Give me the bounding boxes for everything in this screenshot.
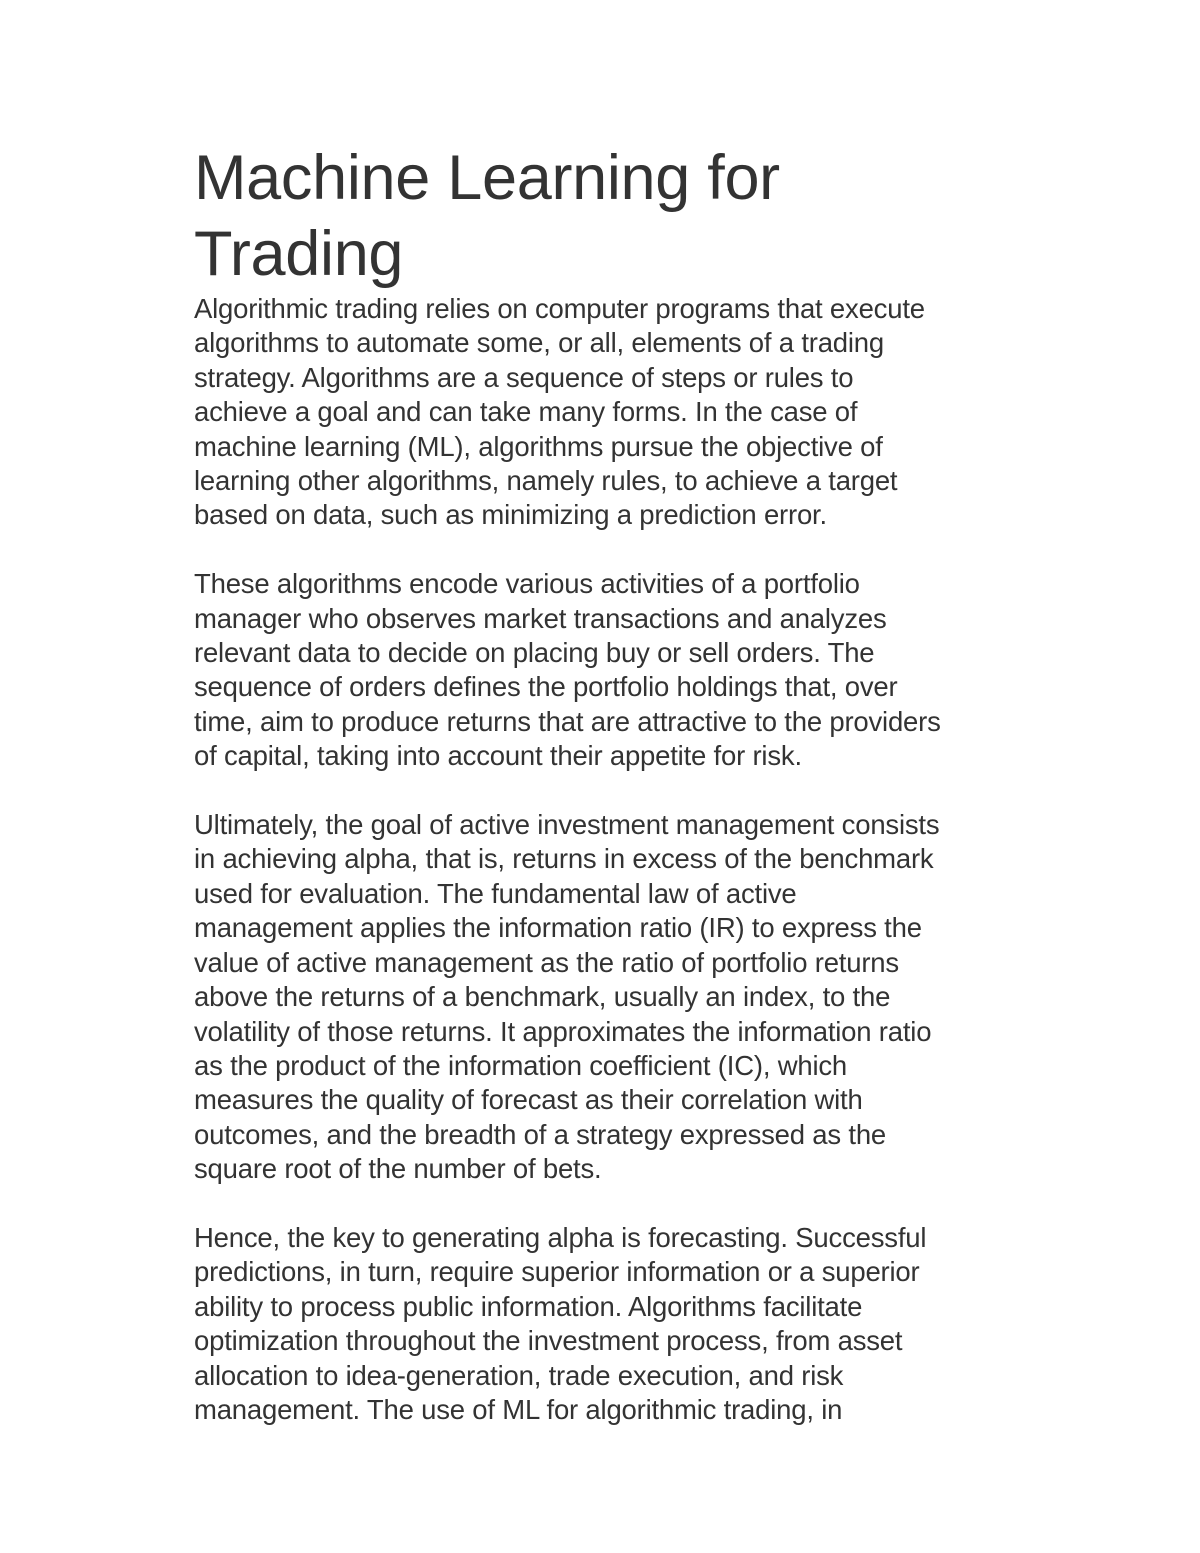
paragraph — [194, 292, 1004, 533]
text-line: Algorithmic trading relies on computer programs that execute — [194, 293, 925, 324]
text-line: achieve a goal and can take many forms. In the case of — [194, 396, 858, 428]
text-line: above the returns of a benchmark, usually an index, to the — [194, 981, 891, 1013]
text-line: These algorithms encode various activities of a portfolio — [194, 568, 860, 600]
text-line: sequence of orders defines the portfolio holdings that, over — [194, 671, 898, 703]
text-line: Ultimately, the goal of active investment management consists — [194, 809, 940, 841]
paragraph — [194, 1221, 1004, 1427]
text-line: in achieving alpha, that is, returns in excess of the benchmark — [194, 843, 934, 875]
text-line: predictions, in turn, require superior information or a superior — [194, 1256, 920, 1288]
paragraph — [194, 567, 1004, 773]
text-line: time, aim to produce returns that are attractive to the providers — [194, 705, 941, 737]
text-line: strategy. Algorithms are a sequence of steps or rules to — [194, 361, 854, 393]
text-line: learning other algorithms, namely rules, to achieve a target — [194, 465, 898, 497]
document-page — [194, 140, 1004, 1462]
text-line: of capital, taking into account their appetite for risk. — [194, 740, 802, 772]
text-line: management applies the information ratio (IR) to express the — [194, 912, 922, 944]
title-line: Trading — [194, 219, 404, 289]
text-line: outcomes, and the breadth of a strategy expressed as the — [194, 1118, 887, 1150]
text-line: algorithms to automate some, or all, elements of a trading — [194, 327, 884, 359]
paragraph — [194, 808, 1004, 1186]
text-line: machine learning (ML), algorithms pursue the objective of — [194, 430, 883, 462]
text-line: based on data, such as minimizing a prediction error. — [194, 499, 827, 531]
document-title — [194, 140, 1004, 292]
text-line: as the product of the information coefficient (IC), which — [194, 1049, 848, 1081]
title-line: Machine Learning for — [194, 143, 780, 213]
text-line: measures the quality of forecast as their correlation with — [194, 1084, 863, 1116]
text-line: value of active management as the ratio of portfolio returns — [194, 946, 899, 978]
text-line: ability to process public information. Algorithms facilitate — [194, 1290, 863, 1322]
text-line: manager who observes market transactions and analyzes — [194, 602, 887, 634]
text-line: optimization throughout the investment process, from asset — [194, 1325, 903, 1357]
text-line: square root of the number of bets. — [194, 1153, 602, 1185]
text-line: Hence, the key to generating alpha is forecasting. Successful — [194, 1221, 927, 1253]
text-line: volatility of those returns. It approximates the information ratio — [194, 1015, 932, 1047]
text-line: relevant data to decide on placing buy or sell orders. The — [194, 637, 875, 669]
text-line: allocation to idea-generation, trade execution, and risk — [194, 1359, 844, 1391]
text-line: management. The use of ML for algorithmic trading, in — [194, 1393, 843, 1425]
text-line: used for evaluation. The fundamental law of active — [194, 877, 797, 909]
